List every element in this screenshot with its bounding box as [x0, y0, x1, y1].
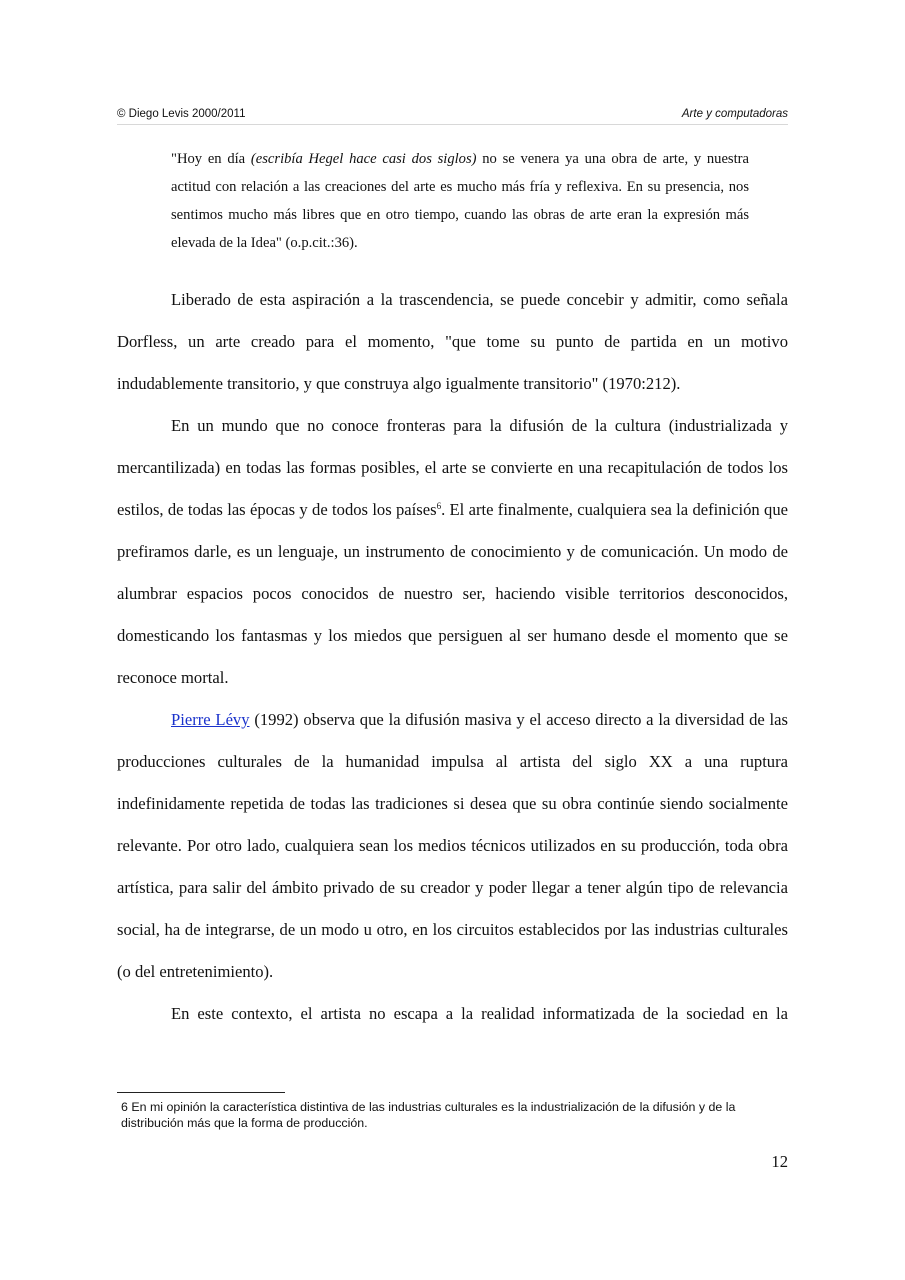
- paragraph-2-text-end: . El arte finalmente, cualquiera sea la definición que prefiramos darle, es un lenguaje, un instrumento de conocimiento y de comunicación. Un modo de alumbrar espacios pocos conocidos de nuestro ser, haciendo visible territorios desconocidos, domesticando los fantasmas y los miedos que persiguen al ser humano desde el momento que se reconoce mortal.: [117, 500, 788, 687]
- footnote: [121, 1099, 785, 1131]
- quote-italic-aside: (escribía Hegel hace casi dos siglos): [250, 151, 477, 167]
- paragraph-2: [117, 405, 788, 699]
- paragraph-1: Liberado de esta aspiración a la trascendencia, se puede concebir y admitir, como señala Dorfless, un arte creado para el momento, "que tome su punto de partida en un motivo indudablemente transitorio, y que construya algo igualmente transitorio" (1970:212).: [117, 290, 788, 393]
- footnote-separator: [117, 1092, 285, 1093]
- footnote-number: 6: [121, 1100, 128, 1114]
- paragraph-2-text-start: En un mundo que no conoce fronteras para la difusión de la cultura (industrializada y mercantilizada) en todas las formas posibles, el arte se convierte en una recapitulación de todos los estilos, de todas las épocas y de todos los países: [117, 416, 788, 519]
- paragraph-3: [117, 699, 788, 993]
- header-copyright: © Diego Levis 2000/2011: [117, 108, 246, 120]
- footnote-reference[interactable]: 6: [436, 501, 442, 511]
- block-quote: [171, 145, 749, 257]
- quote-text-end: no se venera ya una obra de arte, y nuestra actitud con relación a las creaciones del arte es mucho más fría y reflexiva. En su presencia, nos sentimos mucho más libres que en otro tiempo, cuando las obras de arte eran la expresión más elevada de la Idea" (o.p.cit.:36).: [171, 151, 749, 251]
- paragraph-4: En este contexto, el artista no escapa a la realidad informatizada de la sociedad en la: [171, 1004, 788, 1023]
- author-link-pierre-levy[interactable]: Pierre Lévy: [171, 710, 250, 729]
- header-title: Arte y computadoras: [681, 108, 788, 120]
- footnote-text: En mi opinión la característica distintiva de las industrias culturales es la industrialización de la difusión y de la distribución más que la forma de producción.: [121, 1100, 736, 1130]
- running-header: [117, 108, 788, 125]
- quote-text-start: "Hoy en día: [171, 151, 251, 167]
- paragraph-3-text: (1992) observa que la difusión masiva y el acceso directo a la diversidad de las producciones culturales de la humanidad impulsa al artista del siglo XX a una ruptura indefinidamente repetida de todas las tradiciones si desea que su obra continúe siendo socialmente relevante. Por otro lado, cualquiera sean los medios técnicos utilizados en su producción, toda obra artística, para salir del ámbito privado de su creador y poder llegar a tener algún tipo de relevancia social, ha de integrarse, de un modo u otro, en los circuitos establecidos por las industrias culturales (o del entretenimiento).: [117, 710, 788, 981]
- body-text: [117, 279, 788, 1035]
- page-number: 12: [771, 1152, 788, 1171]
